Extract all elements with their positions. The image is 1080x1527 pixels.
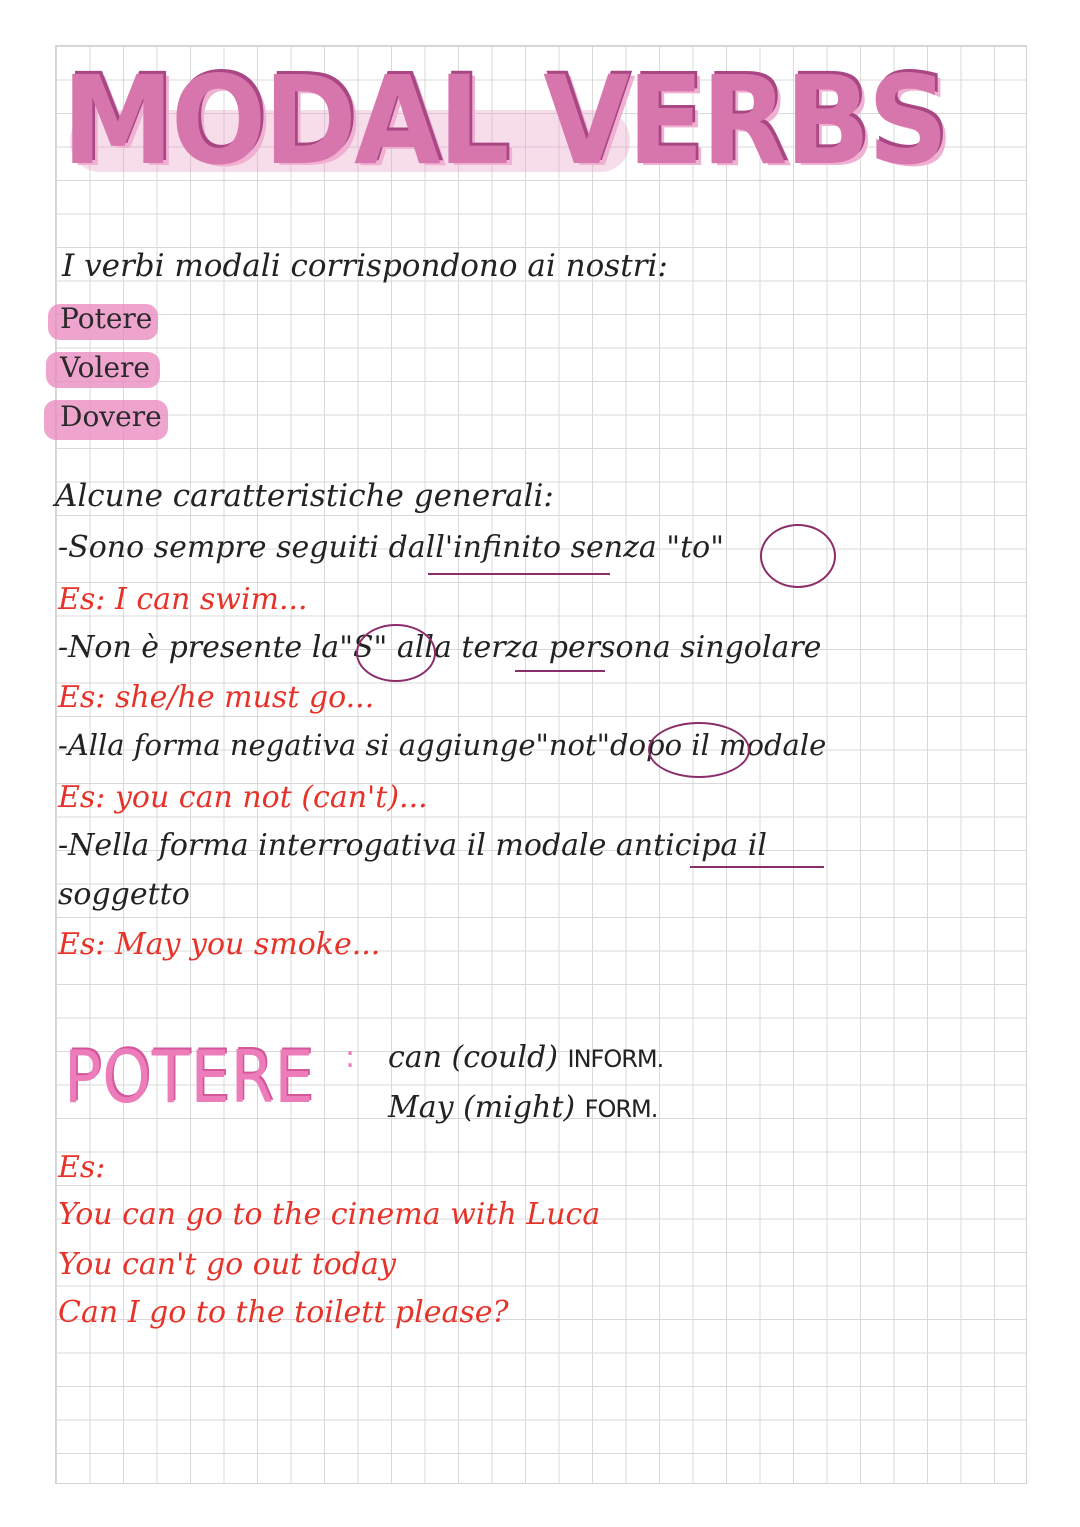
rule-2-mid: alla bbox=[387, 630, 462, 665]
examples-label: Es: bbox=[58, 1150, 106, 1185]
rule-4-pre: -Nella forma interrogativa il modale bbox=[58, 828, 616, 863]
rule-4-post: il bbox=[738, 828, 767, 863]
potere-line-informal bbox=[388, 1040, 663, 1075]
rule-2-example: Es: she/he must go... bbox=[58, 680, 375, 715]
rule-3-post: dopo il modale bbox=[610, 728, 827, 762]
rule-1-underlined: dall'infinito bbox=[388, 530, 562, 565]
rule-1-pre: -Sono sempre seguiti bbox=[58, 530, 389, 565]
rule-1-underline bbox=[428, 573, 610, 575]
example-sentence-3: Can I go to the toilett please? bbox=[58, 1295, 509, 1330]
modal-item-volere: Volere bbox=[60, 351, 150, 384]
rule-3-circle bbox=[648, 722, 750, 778]
rule-4-example: Es: May you smoke... bbox=[58, 927, 381, 962]
informal-tag: INFORM. bbox=[567, 1045, 664, 1073]
modal-item-dovere: Dovere bbox=[60, 400, 162, 433]
potere-line-formal-text: May (might) bbox=[388, 1090, 576, 1125]
potere-line-informal-text: can (could) bbox=[388, 1040, 558, 1075]
rule-1-mid: senza bbox=[561, 530, 667, 565]
rule-3-example: Es: you can not (can't)... bbox=[58, 780, 428, 815]
rule-2-underlined: terza bbox=[461, 630, 540, 665]
modal-item-potere: Potere bbox=[60, 302, 153, 335]
example-sentence-2: You can't go out today bbox=[58, 1247, 396, 1282]
rule-4 bbox=[58, 828, 767, 863]
rule-1-example: Es: I can swim... bbox=[58, 582, 308, 617]
rule-4-underline bbox=[690, 866, 824, 868]
rule-3-pre: -Alla forma negativa si aggiunge bbox=[58, 728, 536, 762]
rule-1-circle bbox=[760, 524, 836, 588]
rule-4-continuation: soggetto bbox=[58, 877, 190, 912]
potere-colon-top: : bbox=[345, 1040, 356, 1075]
rule-4-underlined: anticipa bbox=[615, 828, 739, 863]
rule-2-post: persona singolare bbox=[539, 630, 822, 665]
potere-title: POTERE bbox=[64, 1035, 315, 1119]
rule-2-circle bbox=[356, 624, 436, 682]
page-title: MODAL VERBS bbox=[62, 50, 946, 192]
example-sentence-1: You can go to the cinema with Luca bbox=[58, 1197, 601, 1232]
intro-text: I verbi modali corrispondono ai nostri: bbox=[62, 248, 668, 284]
potere-line-formal bbox=[388, 1090, 657, 1125]
rule-1 bbox=[58, 530, 724, 565]
rule-2-circled: "S" bbox=[339, 630, 388, 665]
rule-2-underline bbox=[515, 670, 605, 672]
section-heading: Alcune caratteristiche generali: bbox=[55, 478, 554, 514]
rule-2-pre: -Non è presente la bbox=[58, 630, 340, 665]
rule-1-circled: "to" bbox=[666, 530, 725, 565]
rule-2 bbox=[58, 630, 821, 665]
formal-tag: FORM. bbox=[584, 1095, 658, 1123]
rule-3-circled: "not" bbox=[535, 728, 610, 762]
